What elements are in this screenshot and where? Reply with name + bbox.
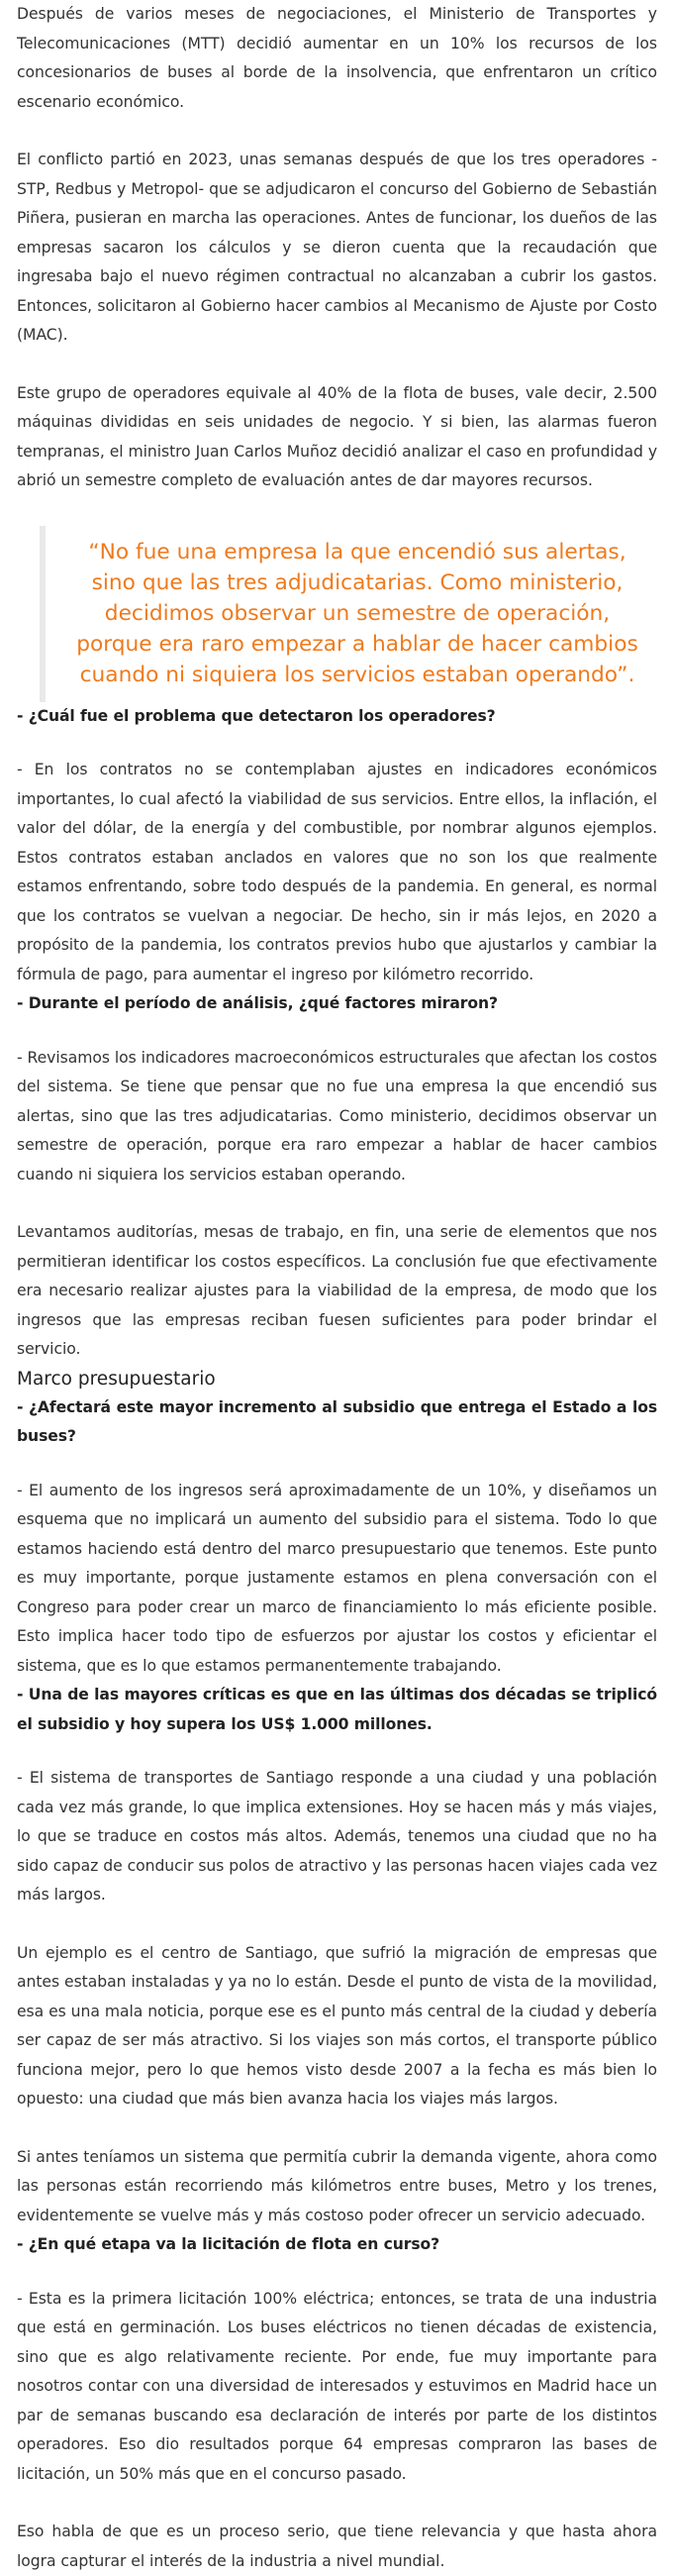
interview-answer: - En los contratos no se contemplaban ajustes en indicadores económicos importantes, lo cual afectó la viabilidad de sus servicios. Entre ellos, la inflación, el valor del dólar, de la energía y del combustible, por nombrar algunos ejemplos. Estos contratos estaban anclados en valores que no son los que realmente estamos enfrentando, sobre todo después de la pandemia. En general, es normal que los contratos se vuelvan a negociar. De hecho, sin ir más lejos, en 2020 a propósito de la pandemia, los contratos previos hubo que ajustarlos y cambiar la fórmula de pago, para aumentar el ingreso por kilómetro recorrido. [17, 761, 657, 983]
interview-answer: Un ejemplo es el centro de Santiago, que sufrió la migración de empresas que antes estaban instaladas y ya no lo están. Desde el punto de vista de la movilidad, esa es una mala noticia, porque ese es el punto más central de la ciudad y debería ser capaz de ser más atractivo. Si los viajes son más cortos, el transporte público funciona mejor, pero lo que hemos visto desde 2007 a la fecha es más bien lo opuesto: una ciudad que más bien avanza hacia los viajes más largos. [17, 1943, 657, 2108]
pull-quote [40, 526, 657, 702]
interview-question: - ¿En qué etapa va la licitación de flota en curso? [17, 2235, 440, 2253]
interview-answer: Eso habla de que es un proceso serio, que tiene relevancia y que hasta ahora logra capturar el interés de la industria a nivel mundial. [17, 2523, 657, 2570]
interview-question: - ¿Afectará este mayor incremento al subsidio que entrega el Estado a los buses? [17, 1397, 657, 1445]
interview-answer: - Esta es la primera licitación 100% eléctrica; entonces, se trata de una industria que está en germinación. Los buses eléctricos no tienen décadas de existencia, sino que es algo relativamente reciente. Por ende, fue muy importante para nosotros contar con una diversidad de interesados y estuvimos en Madrid hace un par de semanas buscando esa declaración de interés por parte de los distintos operadores. Eso dio resultados porque 64 empresas compraron las bases de licitación, un 50% más que en el concurso pasado. [17, 2289, 657, 2483]
interview-answer: - Revisamos los indicadores macroeconómicos estructurales que afectan los costos del sistema. Se tiene que pensar que no fue una empresa la que encendió sus alertas, sino que las tres adjudicatarias. Como ministerio, decidimos observar un semestre de operación, porque era raro empezar a hablar de hacer cambios cuando ni siquiera los servicios estaban operando. [17, 1048, 657, 1184]
pull-quote-text: “No fue una empresa la que encendió sus alertas, sino que las tres adjudicatarias. Como ministerio, decidimos observar un semestre de operación, porque era raro empezar a hablar de hacer cambios cuando ni siquiera los servicios estaban operando”. [76, 539, 638, 687]
interview-question: - ¿Cuál fue el problema que detectaron los operadores? [17, 706, 496, 725]
intro-paragraph: El conflicto partió en 2023, unas semanas después de que los tres operadores -STP, Redbus y Metropol- que se adjudicaron el concurso del Gobierno de Sebastián Piñera, pusieran en marcha las operaciones. Antes de funcionar, los dueños de las empresas sacaron los cálculos y se dieron cuenta que la recaudación que ingresaba bajo el nuevo régimen contractual no alcanzaban a cubrir los gastos. Entonces, solicitaron al Gobierno hacer cambios al Mecanismo de Ajuste por Costo (MAC). [17, 151, 657, 344]
intro-paragraph: Este grupo de operadores equivale al 40% de la flota de buses, vale decir, 2.500 máquinas divididas en seis unidades de negocio. Y si bien, las alarmas fueron tempranas, el ministro Juan Carlos Muñoz decidió analizar el caso en profundidad y abrió un semestre completo de evaluación antes de dar mayores recursos. [17, 383, 657, 489]
interview-question: - Durante el período de análisis, ¿qué factores miraron? [17, 994, 498, 1012]
section-title: Marco presupuestario [17, 1368, 216, 1390]
interview-answer: - El sistema de transportes de Santiago responde a una ciudad y una población cada vez más grande, lo que implica extensiones. Hoy se hacen más y más viajes, lo que se traduce en costos más altos. Además, tenemos una ciudad que no ha sido capaz de conducir sus polos de atractivo y las personas hacen viajes cada vez más largos. [17, 1769, 657, 1904]
interview-answer: - El aumento de los ingresos será aproximadamente de un 10%, y diseñamos un esquema que no implicará un aumento del subsidio para el sistema. Todo lo que estamos haciendo está dentro del marco presupuestario que tenemos. Este punto es muy importante, porque justamente estamos en plena conversación con el Congreso para poder crear un marco de financiamiento lo más eficiente posible. Esto implica hacer todo tipo de esfuerzos por ajustar los costos y eficientar el sistema, que es lo que estamos permanentemente trabajando. [17, 1481, 657, 1675]
interview-answer: Levantamos auditorías, mesas de trabajo, en fin, una serie de elementos que nos permitieran identificar los costos específicos. La conclusión fue que efectivamente era necesario realizar ajustes para la viabilidad de la empresa, de modo que los ingresos que las empresas reciban fuesen suficientes para poder brindar el servicio. [17, 1223, 657, 1358]
interview-question: - Una de las mayores críticas es que en las últimas dos décadas se triplicó el subsidio y hoy supera los US$ 1.000 millones. [17, 1686, 657, 1733]
intro-paragraph: Después de varios meses de negociaciones, el Ministerio de Transportes y Telecomunicaciones (MTT) decidió aumentar en un 10% los recursos de los concesionarios de buses al borde de la insolvencia, que enfrentaron un crítico escenario económico. [17, 5, 657, 111]
interview-answer: Si antes teníamos un sistema que permitía cubrir la demanda vigente, ahora como las personas están recorriendo más kilómetros entre buses, Metro y los trenes, evidentemente se vuelve más y más costoso poder ofrecer un servicio adecuado. [17, 2147, 657, 2224]
